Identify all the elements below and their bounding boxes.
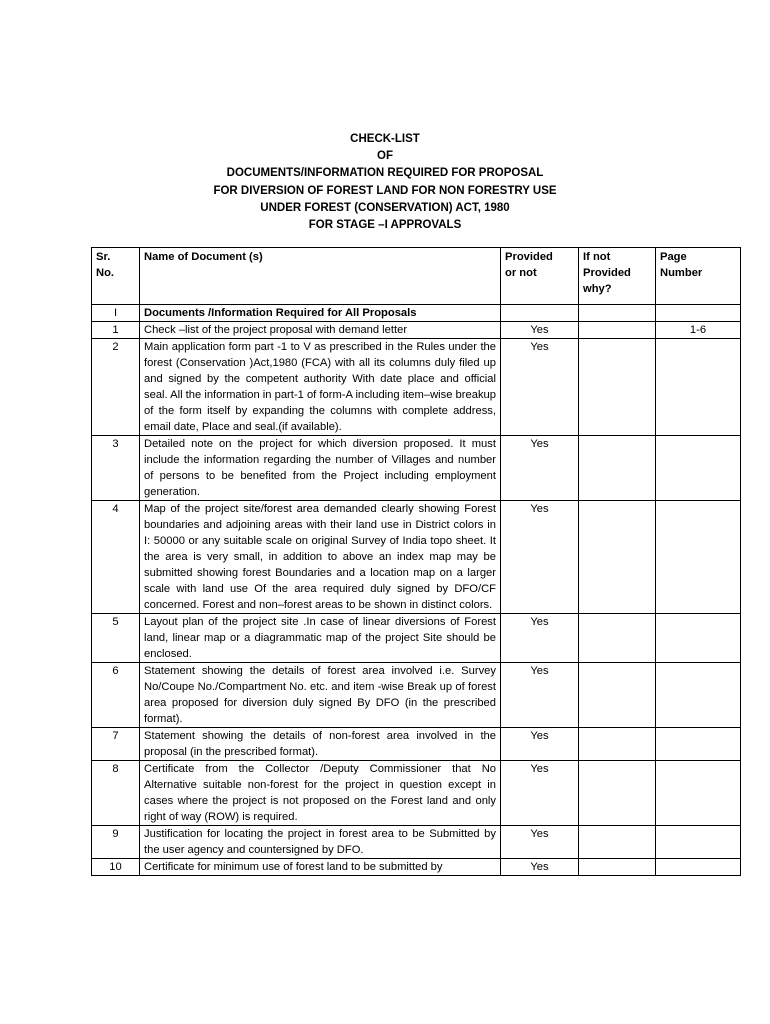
header-text: why? (583, 283, 612, 295)
row-if-not-provided (579, 826, 656, 859)
row-page-number (656, 728, 741, 761)
header-if-not-provided (579, 248, 656, 305)
header-text: Page (660, 251, 687, 263)
row-if-not-provided (579, 859, 656, 876)
row-provided: Yes (501, 501, 579, 614)
row-provided: Yes (501, 761, 579, 826)
row-page-number (656, 614, 741, 663)
row-document-name: Statement showing the details of forest area involved i.e. Survey No/Coupe No./Compartment No. etc. and item -wise Break up of forest area proposed for diversion duly signed By DFO (in the prescribed format). (140, 663, 501, 728)
row-if-not-provided (579, 339, 656, 436)
row-document-name: Check –list of the project proposal with demand letter (140, 322, 501, 339)
header-text: Number (660, 267, 703, 279)
row-if-not-provided (579, 436, 656, 501)
row-sr-no: 8 (92, 761, 140, 826)
checklist-table (91, 247, 741, 876)
row-page-number (656, 826, 741, 859)
header-text: If not (583, 251, 611, 263)
row-sr-no: 5 (92, 614, 140, 663)
row-if-not-provided (579, 614, 656, 663)
row-if-not-provided (579, 663, 656, 728)
row-sr-no: 4 (92, 501, 140, 614)
row-document-name: Justification for locating the project in forest area to be Submitted by the user agency and countersigned by DFO. (140, 826, 501, 859)
row-sr-no: 3 (92, 436, 140, 501)
section-row (92, 305, 741, 322)
row-if-not-provided (579, 501, 656, 614)
title-line: UNDER FOREST (CONSERVATION) ACT, 1980 (260, 201, 510, 214)
section-number: I (92, 305, 140, 322)
row-page-number (656, 761, 741, 826)
row-provided: Yes (501, 728, 579, 761)
row-page-number (656, 339, 741, 436)
row-document-name: Certificate from the Collector /Deputy Commissioner that No Alternative suitable non-forest for the project in question except in cases where the project is not proposed on the Forest land and only right of way (ROW) is required. (140, 761, 501, 826)
row-page-number (656, 663, 741, 728)
row-document-name: Statement showing the details of non-forest area involved in the proposal (in the prescribed format). (140, 728, 501, 761)
header-page-number (656, 248, 741, 305)
row-page-number: 1-6 (656, 322, 741, 339)
table-row (92, 436, 741, 501)
empty-cell (656, 305, 741, 322)
row-document-name: Layout plan of the project site .In case of linear diversions of Forest land, linear map or a diagrammatic map of the project Site should be enclosed. (140, 614, 501, 663)
row-sr-no: 6 (92, 663, 140, 728)
header-text: Provided (583, 267, 631, 279)
row-if-not-provided (579, 322, 656, 339)
row-provided: Yes (501, 614, 579, 663)
table-row (92, 614, 741, 663)
row-document-name: Certificate for minimum use of forest land to be submitted by (140, 859, 501, 876)
row-sr-no: 2 (92, 339, 140, 436)
row-provided: Yes (501, 826, 579, 859)
header-provided (501, 248, 579, 305)
title-line: FOR DIVERSION OF FOREST LAND FOR NON FORESTRY USE (213, 184, 557, 197)
table-row (92, 859, 741, 876)
header-text: Name of Document (s) (144, 251, 263, 263)
row-document-name: Map of the project site/forest area demanded clearly showing Forest boundaries and adjoining areas with their land use in District colors in I: 50000 or any suitable scale on original Survey of India topo sheet. It the area is very small, in addition to above an index map may be submitted showing forest Boundaries and a location map on a larger scale with land use Of the area required duly signed by DFO/CF concerned. Forest and non–forest areas to be shown in distinct colors. (140, 501, 501, 614)
empty-cell (579, 305, 656, 322)
table-row (92, 761, 741, 826)
table-row (92, 728, 741, 761)
row-page-number (656, 501, 741, 614)
title-line: CHECK-LIST (350, 133, 420, 145)
row-page-number (656, 436, 741, 501)
row-provided: Yes (501, 436, 579, 501)
table-row (92, 322, 741, 339)
table-row (92, 339, 741, 436)
row-provided: Yes (501, 322, 579, 339)
row-sr-no: 7 (92, 728, 140, 761)
header-text: or not (505, 267, 537, 279)
row-provided: Yes (501, 339, 579, 436)
row-provided: Yes (501, 663, 579, 728)
header-text: No. (96, 267, 115, 279)
row-if-not-provided (579, 761, 656, 826)
row-provided: Yes (501, 859, 579, 876)
header-sr-no (92, 248, 140, 305)
table-row (92, 663, 741, 728)
row-sr-no: 10 (92, 859, 140, 876)
row-document-name: Detailed note on the project for which diversion proposed. It must include the information regarding the number of Villages and number of persons to be benefited from the Project including employment generation. (140, 436, 501, 501)
title-line: FOR STAGE –I APPROVALS (308, 219, 462, 232)
header-text: Sr. (96, 251, 111, 263)
header-text: Provided (505, 251, 553, 263)
table-row (92, 826, 741, 859)
table-row (92, 501, 741, 614)
row-sr-no: 1 (92, 322, 140, 339)
title-line: DOCUMENTS/INFORMATION REQUIRED FOR PROPOSAL (226, 167, 544, 180)
empty-cell (501, 305, 579, 322)
document-title (0, 131, 770, 234)
row-document-name: Main application form part -1 to V as prescribed in the Rules under the forest (Conservation )Act,1980 (FCA) with all its columns duly filed up and signed by the competent authority With date place and official seal. All the information in part-1 of form-A including item–wise breakup of the form itself by expanding the columns with complete address, email date, Place and seal.(if available). (140, 339, 501, 436)
header-document-name (140, 248, 501, 305)
section-title: Documents /Information Required for All Proposals (140, 305, 501, 322)
row-sr-no: 9 (92, 826, 140, 859)
row-if-not-provided (579, 728, 656, 761)
table-header-row (92, 248, 741, 305)
row-page-number (656, 859, 741, 876)
title-line: OF (377, 150, 393, 163)
